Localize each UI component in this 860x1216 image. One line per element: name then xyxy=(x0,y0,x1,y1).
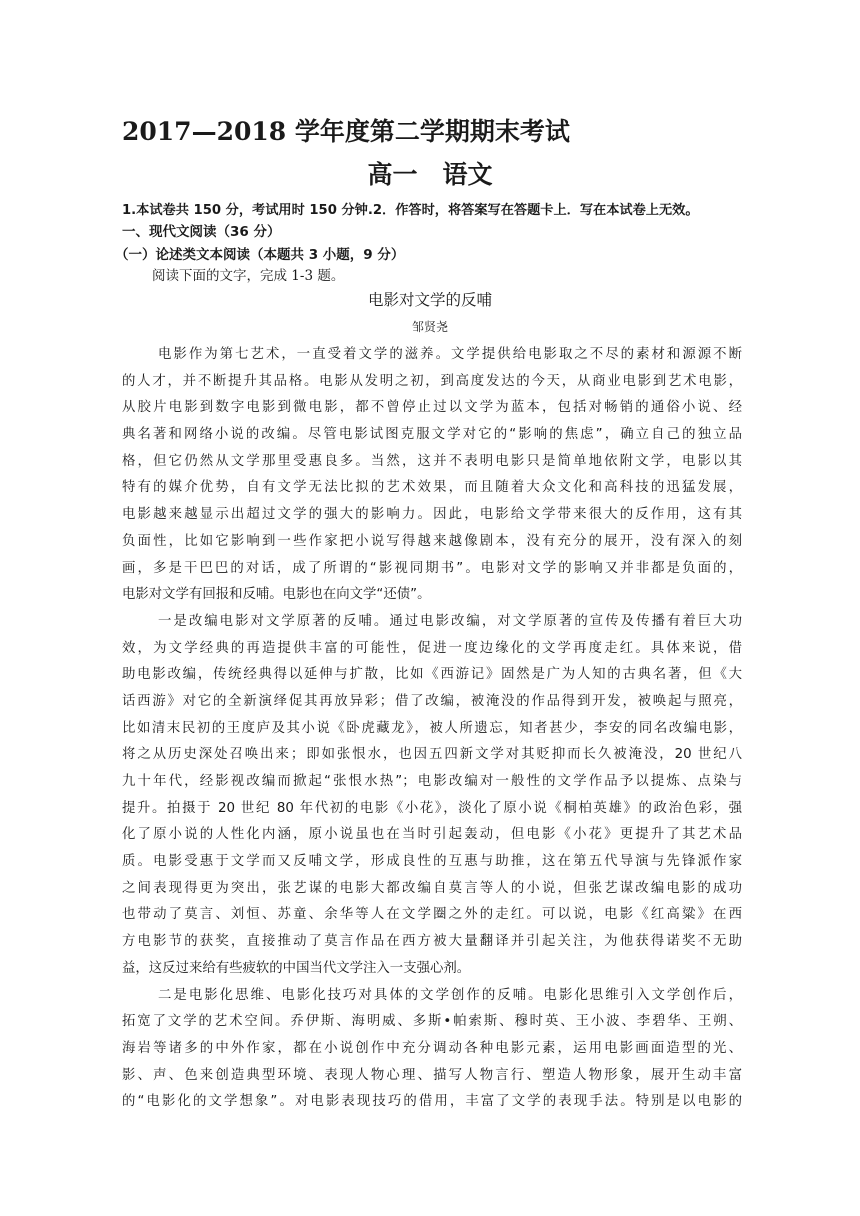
paragraph-line: 也带动了莫言、刘恒、苏童、余华等人在文学圈之外的走红。可以说，电影《红高粱》在西 xyxy=(122,907,742,923)
paragraph-line: 化了原小说的人性化内涵，原小说虽也在当时引起轰动，但电影《小花》更提升了其艺术品 xyxy=(122,827,742,843)
paragraph-line: 影、声、色来创造典型环境、表现人物心理、描写人物言行、塑造人物形象，展开生动丰富 xyxy=(122,1067,742,1083)
paragraph-line: 电影对文学有回报和反哺。电影也在向文学“还债”。 xyxy=(122,587,431,603)
paragraph-line: 比如清末民初的王度庐及其小说《卧虎藏龙》，被人所遗忘，知者甚少，李安的同名改编电影， xyxy=(122,720,742,736)
paragraph-line: 海岩等诸多的中外作家，都在小说创作中充分调动各种电影元素，运用电影画面造型的光、 xyxy=(122,1040,742,1056)
paragraph-line: 从胶片电影到数字电影到微电影，都不曾停止过以文学为蓝本，包括对畅销的通俗小说、经 xyxy=(122,400,742,416)
exam-instructions: 1.本试卷共 150 分，考试用时 150 分钟.2．作答时，将答案写在答题卡上．写在本试卷上无效。 xyxy=(122,203,699,218)
paragraph-line: 提升。拍摄于 20 世纪 80 年代初的电影《小花》，淡化了原小说《桐柏英雄》的政治色彩，强 xyxy=(122,800,742,816)
paragraph-line: 拓宽了文学的艺术空间。乔伊斯、海明威、多斯•帕索斯、穆时英、王小波、李碧华、王朔、 xyxy=(122,1014,742,1030)
article-author: 邹贤尧 xyxy=(411,320,448,334)
paragraph-line: 的人才，并不断提升其品格。电影从发明之初，到高度发达的今天，从商业电影到艺术电影， xyxy=(122,373,742,389)
paragraph-line: 一是改编电影对文学原著的反哺。通过电影改编，对文学原著的宣传及传播有着巨大功 xyxy=(158,613,742,629)
article-body xyxy=(122,342,742,1116)
subject-title: 高一 语文 xyxy=(367,160,493,189)
paragraph-line: 画，多是干巴巴的对话，成了所谓的“影视同期书”。电影对文学的影响又并非都是负面的， xyxy=(122,560,742,576)
paragraph-line: 的“电影化的文学想象”。对电影表现技巧的借用，丰富了文学的表现手法。特别是以电影的 xyxy=(122,1094,742,1110)
paragraph-line: 将之从历史深处召唤出来；即如张恨水，也因五四新文学对其贬抑而长久被淹没，20 世纪八 xyxy=(122,747,742,763)
paragraph-line: 话西游》对它的全新演绎促其再放异彩；借了改编，被淹没的作品得到开发，被唤起与照亮， xyxy=(122,693,742,709)
paragraph-line: 质。电影受惠于文学而又反哺文学，形成良性的互惠与助推，这在第五代导演与先锋派作家 xyxy=(122,854,742,870)
paragraph-line: 效，为文学经典的再造提供丰富的可能性，促进一度边缘化的文学再度走红。具体来说，借 xyxy=(122,640,742,656)
paragraph-line: 方电影节的获奖，直接推动了莫言作品在西方被大量翻译并引起关注，为他获得诺奖不无助 xyxy=(122,934,742,950)
paragraph-line: 助电影改编，传统经典得以延伸与扩散，比如《西游记》固然是广为人知的古典名著，但《大 xyxy=(122,667,742,683)
paragraph-line: 电影作为第七艺术，一直受着文学的滋养。文学提供给电影取之不尽的素材和源源不断 xyxy=(158,347,742,362)
exam-title: 2017—2018 学年度第二学期期末考试 xyxy=(122,117,570,146)
paragraph-line: 二是电影化思维、电影化技巧对具体的文学创作的反哺。电影化思维引入文学创作后， xyxy=(158,987,742,1003)
paragraph-line: 益，这反过来给有些疲软的中国当代文学注入一支强心剂。 xyxy=(122,960,471,976)
paragraph-line: 之间表现得更为突出，张艺谋的电影大都改编自莫言等人的小说，但张艺谋改编电影的成功 xyxy=(122,880,742,896)
paragraph-line: 典名著和网络小说的改编。尽管电影试图克服文学对它的“影响的焦虑”，确立自己的独立品 xyxy=(122,427,742,443)
section-heading: 一、现代文阅读（36 分） xyxy=(122,224,281,240)
paragraph-line: 负面性，比如它影响到一些作家把小说写得越来越像剧本，没有充分的展开，没有深入的刻 xyxy=(122,533,742,549)
paragraph-line: 特有的媒介优势，自有文学无法比拟的艺术效果，而且随着大众文化和高科技的迅猛发展， xyxy=(122,480,742,496)
paragraph-line: 九十年代，经影视改编而掀起“张恨水热”；电影改编对一般性的文学作品予以提炼、点染与 xyxy=(122,774,742,789)
subsection-heading: （一）论述类文本阅读（本题共 3 小题，9 分） xyxy=(115,247,405,263)
paragraph-line: 电影越来越显示出超过文学的强大的影响力。因此，电影给文学带来很大的反作用，这有其 xyxy=(122,507,742,523)
paragraph-line: 格，但它仍然从文学那里受惠良多。当然，这并不表明电影只是简单地依附文学，电影以其 xyxy=(122,453,742,469)
reading-direction: 阅读下面的文字，完成 1-3 题。 xyxy=(152,268,345,284)
article-title: 电影对文学的反哺 xyxy=(367,291,492,309)
